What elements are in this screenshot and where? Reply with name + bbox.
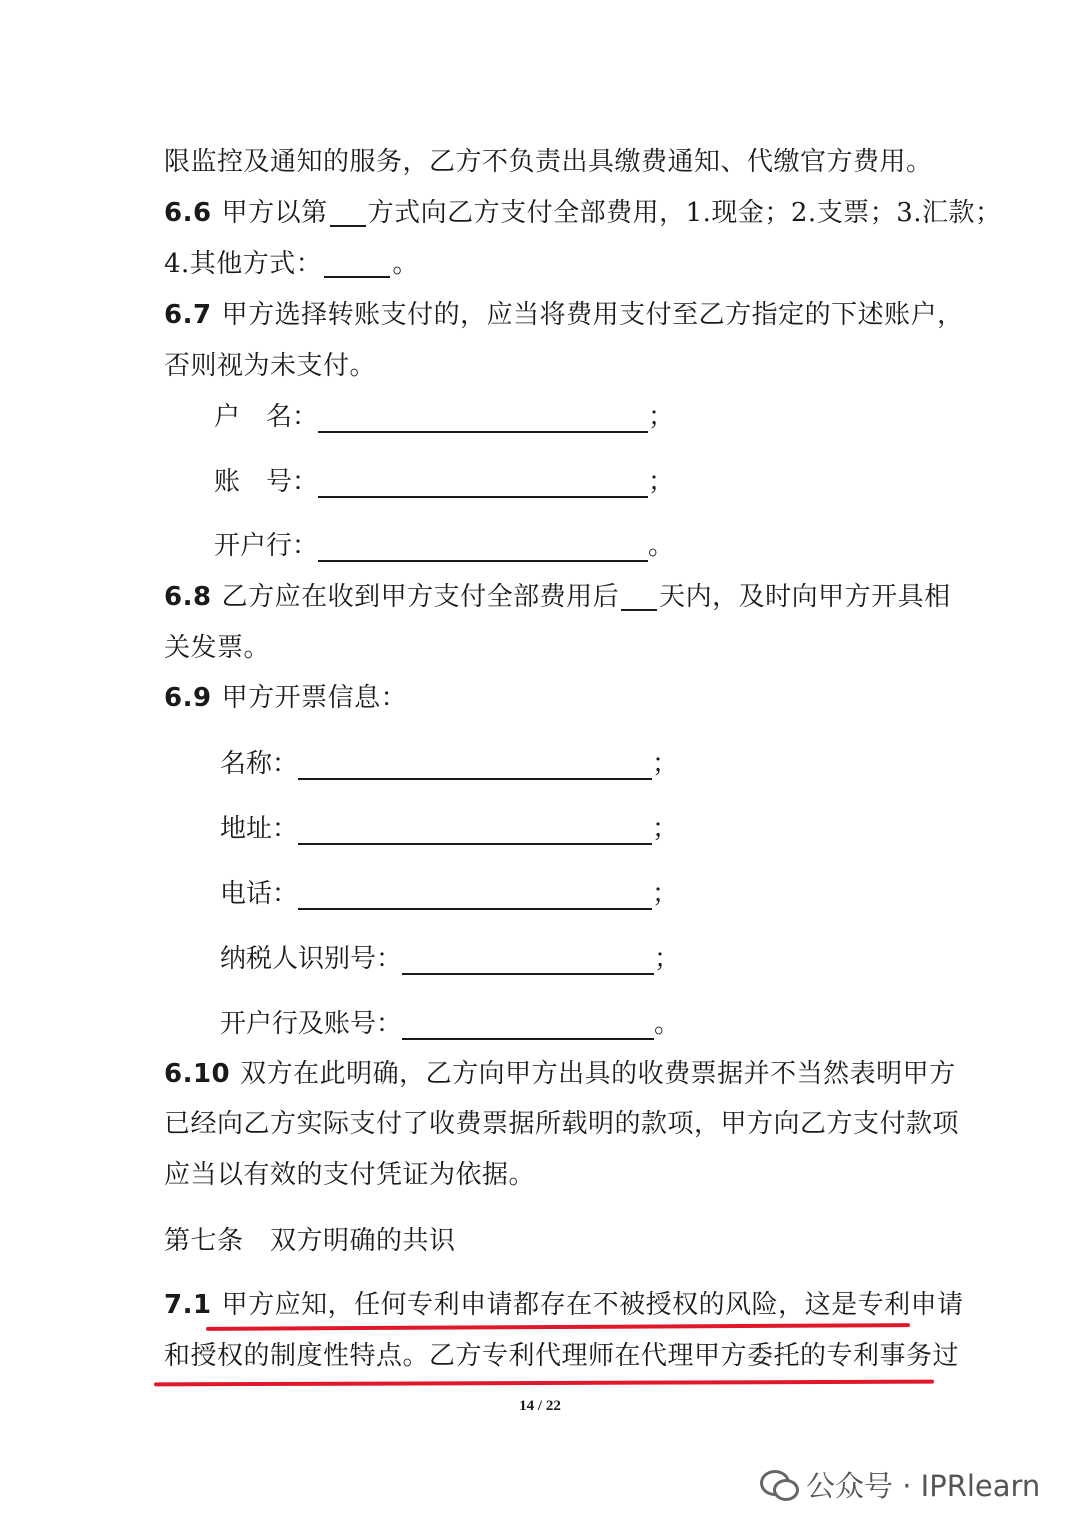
field-end: ； bbox=[652, 749, 679, 779]
clause-text: 甲方以第 bbox=[221, 198, 328, 228]
field-blank bbox=[318, 530, 648, 562]
field-end: ； bbox=[652, 814, 679, 844]
field-blank bbox=[318, 466, 648, 498]
clause-number: 6.8 bbox=[164, 582, 212, 612]
clause-number: 6.6 bbox=[164, 198, 212, 228]
field-blank bbox=[298, 748, 652, 780]
clause-6-8 bbox=[164, 577, 951, 617]
field-label: 纳税人识别号： bbox=[220, 944, 403, 974]
text-line bbox=[164, 244, 419, 284]
clause-text: 4.其他方式： bbox=[164, 249, 323, 279]
field-end: 。 bbox=[648, 531, 675, 561]
clause-text: 应当以有效的支付凭证为依据。 bbox=[164, 1160, 536, 1190]
field-blank bbox=[402, 943, 654, 975]
field-end: ； bbox=[654, 944, 681, 974]
clause-6-6 bbox=[164, 193, 1002, 233]
field-label: 账 号： bbox=[214, 467, 319, 497]
clause-6-7 bbox=[164, 295, 964, 335]
text-line bbox=[164, 628, 270, 668]
blank-fill bbox=[330, 195, 366, 227]
clause-6-10 bbox=[164, 1054, 956, 1094]
invoice-taxid-field bbox=[220, 939, 680, 979]
heading-text: 第七条 双方明确的共识 bbox=[164, 1226, 456, 1256]
clause-text: 关发票。 bbox=[164, 633, 271, 663]
page-number: 14 / 22 bbox=[519, 1398, 561, 1414]
field-end: ； bbox=[648, 467, 675, 497]
account-number-field bbox=[214, 462, 674, 502]
field-end: ； bbox=[652, 879, 679, 909]
field-end: ； bbox=[648, 402, 675, 432]
red-annotation-underline bbox=[154, 1380, 934, 1387]
clause-text: 双方在此明确，乙方向甲方出具的收费票据并不当然表明甲方 bbox=[240, 1059, 956, 1089]
wechat-icon bbox=[760, 1468, 798, 1500]
article-heading bbox=[164, 1221, 456, 1261]
invoice-address-field bbox=[220, 809, 678, 849]
clause-number: 6.10 bbox=[164, 1059, 231, 1089]
clause-7-1 bbox=[164, 1285, 964, 1325]
invoice-phone-field bbox=[220, 874, 678, 914]
clause-text: 甲方选择转账支付的，应当将费用支付至乙方指定的下述账户， bbox=[221, 300, 964, 330]
text-line bbox=[164, 142, 933, 182]
field-blank bbox=[402, 1008, 654, 1040]
field-label: 地址： bbox=[220, 814, 299, 844]
text-line bbox=[164, 346, 376, 386]
field-end: 。 bbox=[654, 1009, 681, 1039]
clause-text: 否则视为未支付。 bbox=[164, 351, 377, 381]
invoice-bank-account-field bbox=[220, 1004, 680, 1044]
clause-number: 6.7 bbox=[164, 300, 212, 330]
field-blank bbox=[298, 878, 652, 910]
clause-text: 乙方应在收到甲方支付全部费用后 bbox=[221, 582, 620, 612]
field-label: 户 名： bbox=[214, 402, 319, 432]
field-label: 开户行及账号： bbox=[220, 1009, 403, 1039]
field-blank bbox=[298, 813, 652, 845]
account-name-field bbox=[214, 397, 674, 437]
clause-text: 甲方开票信息： bbox=[221, 683, 408, 713]
clause-text: 甲方应知，任何专利申请都存在不被授权的风险，这是专利申请 bbox=[221, 1290, 964, 1320]
clause-number: 6.9 bbox=[164, 683, 212, 713]
watermark bbox=[760, 1462, 1040, 1506]
paragraph-text: 限监控及通知的服务，乙方不负责出具缴费通知、代缴官方费用。 bbox=[164, 147, 933, 177]
clause-text: 和授权的制度性特点。乙方专利代理师在代理甲方委托的专利事务过 bbox=[164, 1341, 960, 1371]
text-line bbox=[164, 1155, 535, 1195]
blank-fill bbox=[324, 246, 390, 278]
field-label: 电话： bbox=[220, 879, 299, 909]
field-label: 名称： bbox=[220, 749, 299, 779]
invoice-name-field bbox=[220, 744, 678, 784]
clause-6-9 bbox=[164, 678, 407, 718]
clause-text: 已经向乙方实际支付了收费票据所载明的款项，甲方向乙方支付款项 bbox=[164, 1109, 960, 1139]
field-blank bbox=[318, 401, 648, 433]
clause-text: 天内，及时向甲方开具相 bbox=[659, 582, 951, 612]
watermark-text: 公众号 · IPRlearn bbox=[806, 1468, 1041, 1503]
account-bank-field bbox=[214, 526, 674, 566]
field-label: 开户行： bbox=[214, 531, 319, 561]
clause-number: 7.1 bbox=[164, 1290, 212, 1320]
blank-fill bbox=[621, 579, 657, 611]
clause-text: 方式向乙方支付全部费用，1.现金；2.支票；3.汇款； bbox=[367, 198, 1002, 228]
clause-text: 。 bbox=[392, 249, 419, 279]
text-line bbox=[164, 1336, 959, 1376]
text-line bbox=[164, 1104, 959, 1144]
